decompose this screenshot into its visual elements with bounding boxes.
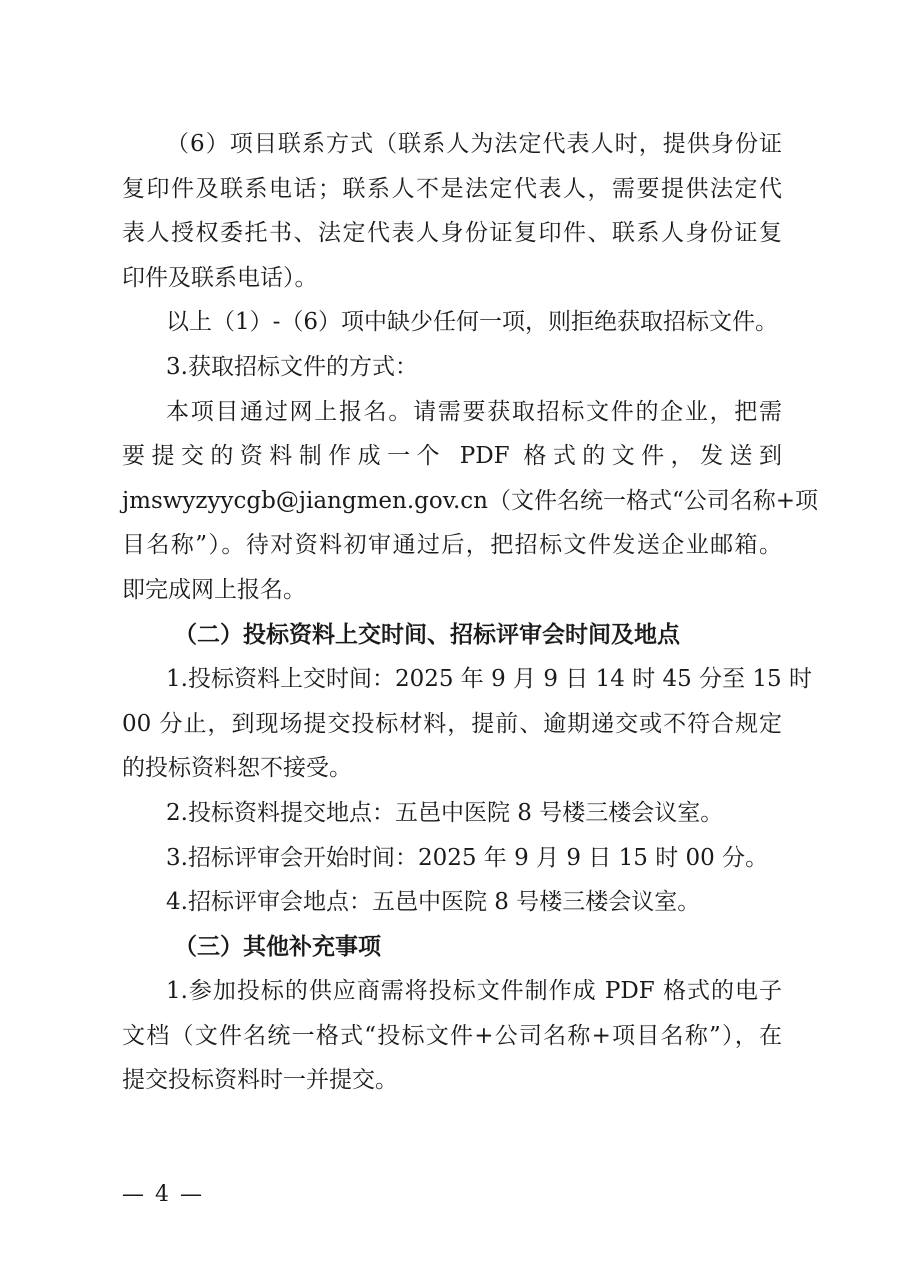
section-two-heading: （二）投标资料上交时间、招标评审会时间及地点 [174, 620, 680, 648]
online-registration-line-1: 本项目通过网上报名。请需要获取招标文件的企业，把需 [166, 398, 782, 425]
supplement-line-3: 提交投标资料时一并提交。 [122, 1067, 398, 1094]
contact-paragraph-line-1: （6）项目联系方式（联系人为法定代表人时，提供身份证 [166, 131, 782, 157]
review-location: 4.招标评审会地点：五邑中医院 8 号楼三楼会议室。 [166, 889, 701, 916]
contact-paragraph-line-4: 印件及联系电话）。 [122, 264, 318, 291]
supplement-line-1: 1.参加投标的供应商需将投标文件制作成 PDF 格式的电子 [166, 978, 782, 1005]
online-registration-line-2: 要提交的资料制作成一个 PDF 格式的文件，发送到 [122, 443, 782, 470]
section-three-heading: （三）其他补充事项 [174, 932, 381, 960]
submission-location: 2.投标资料提交地点：五邑中医院 8 号楼三楼会议室。 [166, 799, 724, 826]
contact-paragraph-line-2: 复印件及联系电话；联系人不是法定代表人，需要提供法定代 [122, 175, 782, 202]
page-number: — 4 — [122, 1182, 204, 1207]
missing-items-paragraph: 以上（1）-（6）项中缺少任何一项，则拒绝获取招标文件。 [166, 309, 779, 336]
submission-time-line-1: 1.投标资料上交时间：2025 年 9 月 9 日 14 时 45 分至 15 时 [166, 666, 812, 693]
obtain-method-heading: 3.获取招标文件的方式： [166, 353, 418, 380]
online-registration-line-3: jmswyzyycgb@jiangmen.gov.cn（文件名统一格式“公司名称+项 [122, 487, 819, 514]
online-registration-line-5: 即完成网上报名。 [122, 576, 306, 603]
online-registration-line-4: 目名称”）。待对资料初审通过后，把招标文件发送企业邮箱。 [122, 532, 782, 559]
contact-paragraph-line-3: 表人授权委托书、法定代表人身份证复印件、联系人身份证复 [122, 220, 782, 247]
submission-time-line-2: 00 分止，到现场提交投标材料，提前、逾期递交或不符合规定 [122, 710, 782, 737]
submission-time-line-3: 的投标资料恕不接受。 [122, 755, 352, 782]
review-start-time: 3.招标评审会开始时间：2025 年 9 月 9 日 15 时 00 分。 [166, 844, 769, 871]
supplement-line-2: 文档（文件名统一格式“投标文件+公司名称+项目名称”），在 [122, 1022, 782, 1049]
page-content [122, 122, 819, 1103]
